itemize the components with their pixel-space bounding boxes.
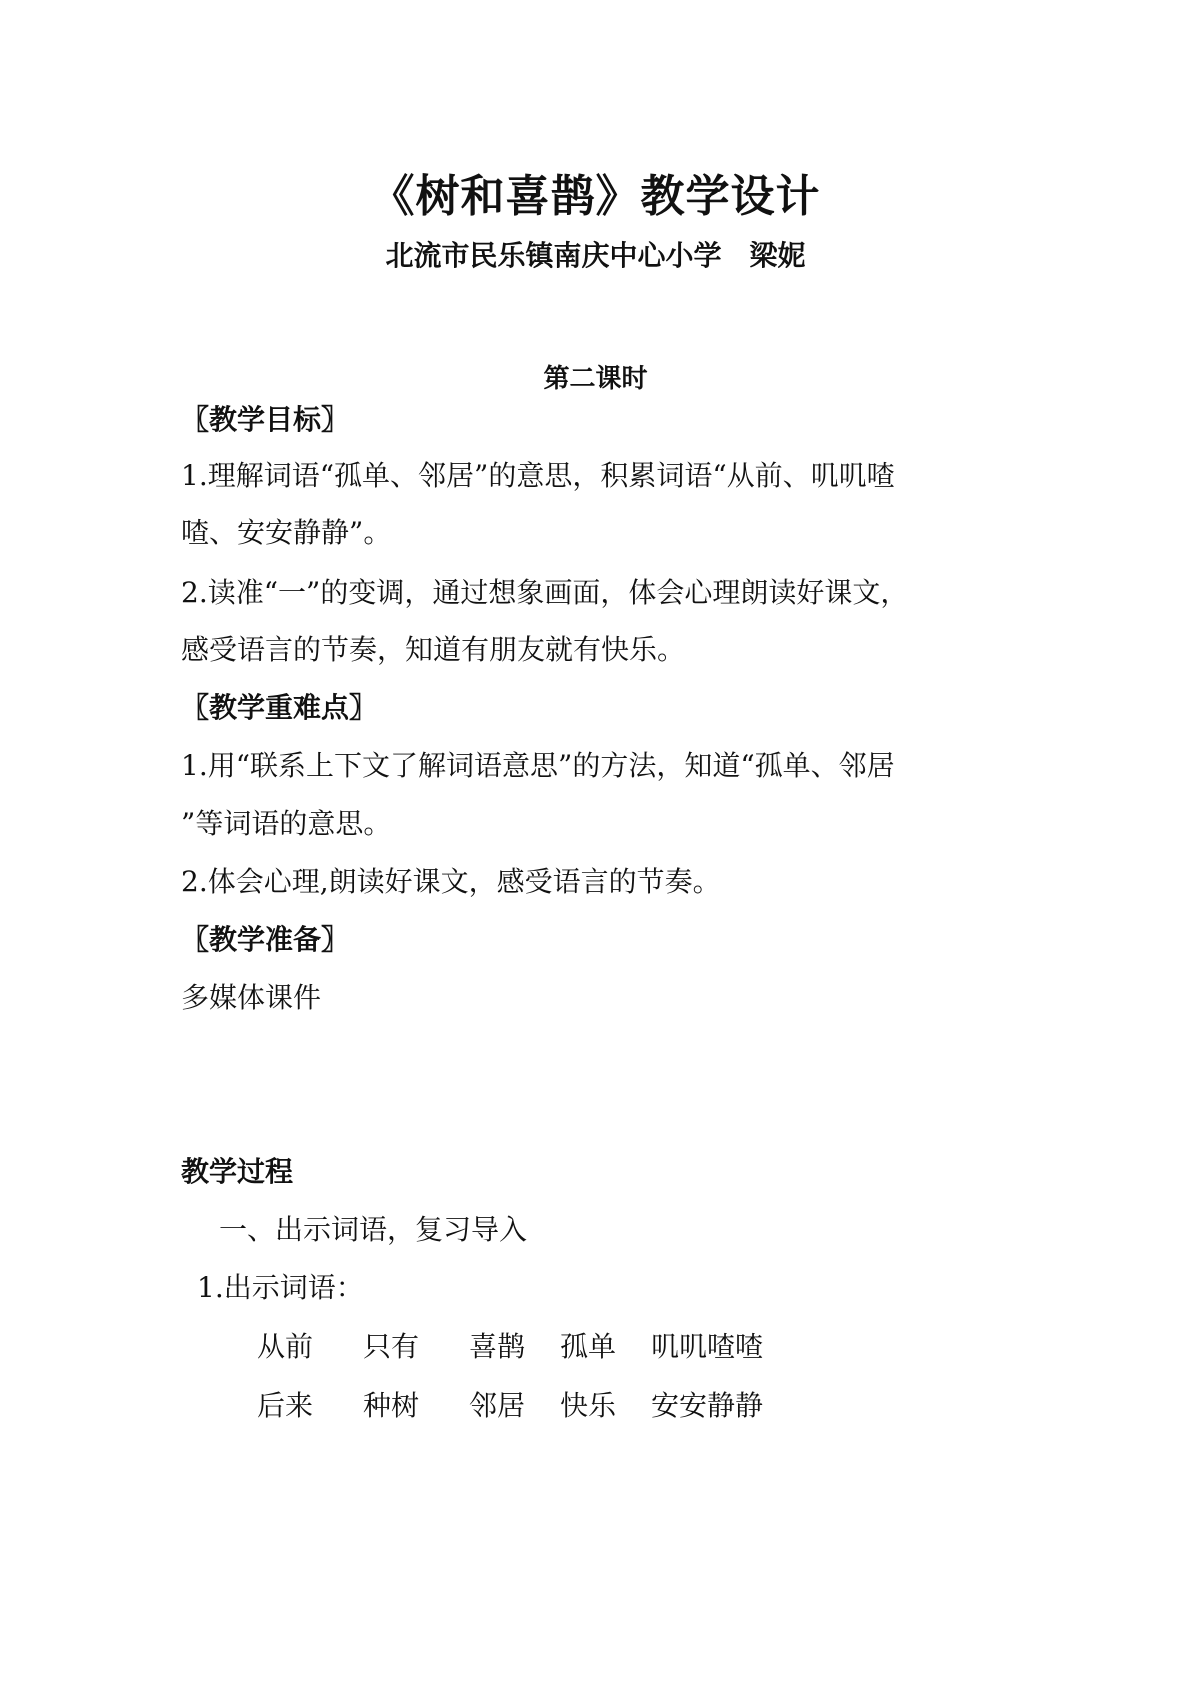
goals-heading: 〖教学目标〗 [181, 403, 350, 436]
word: 种树 [363, 1389, 420, 1422]
word: 孤单 [560, 1330, 617, 1363]
word: 只有 [363, 1330, 420, 1363]
preparation-heading: 〖教学准备〗 [181, 923, 350, 956]
document-title: 《树和喜鹊》教学设计 [370, 171, 821, 222]
key-2: 2.体会心理,朗读好课文，感受语言的节奏。 [181, 865, 721, 898]
key-1-line-1: 1.用“联系上下文了解词语意思”的方法，知道“孤单、邻居 [181, 749, 895, 782]
lesson-label: 第二课时 [543, 364, 648, 394]
word: 后来 [257, 1389, 314, 1422]
goal-1-line-2: 喳、安安静静”。 [181, 516, 392, 549]
word: 邻居 [469, 1389, 526, 1422]
word: 从前 [257, 1330, 314, 1363]
goal-1-line-1: 1.理解词语“孤单、邻居”的意思，积累词语“从前、叽叽喳 [181, 459, 895, 492]
word: 喜鹊 [469, 1330, 526, 1363]
step-1-1: 1.出示词语： [197, 1271, 364, 1304]
goal-2-line-1: 2.读准“一”的变调，通过想象画面，体会心理朗读好课文， [181, 576, 909, 609]
word: 叽叽喳喳 [651, 1330, 764, 1363]
word: 安安静静 [651, 1389, 764, 1422]
step-1-heading: 一、出示词语，复习导入 [219, 1213, 528, 1246]
word: 快乐 [560, 1389, 617, 1422]
preparation-text: 多媒体课件 [181, 981, 322, 1014]
goal-2-line-2: 感受语言的节奏，知道有朋友就有快乐。 [181, 633, 686, 666]
process-heading: 教学过程 [181, 1155, 294, 1188]
key-points-heading: 〖教学重难点〗 [181, 691, 378, 724]
key-1-line-2: ”等词语的意思。 [181, 807, 392, 840]
author-line: 北流市民乐镇南庆中心小学 梁妮 [385, 239, 806, 272]
